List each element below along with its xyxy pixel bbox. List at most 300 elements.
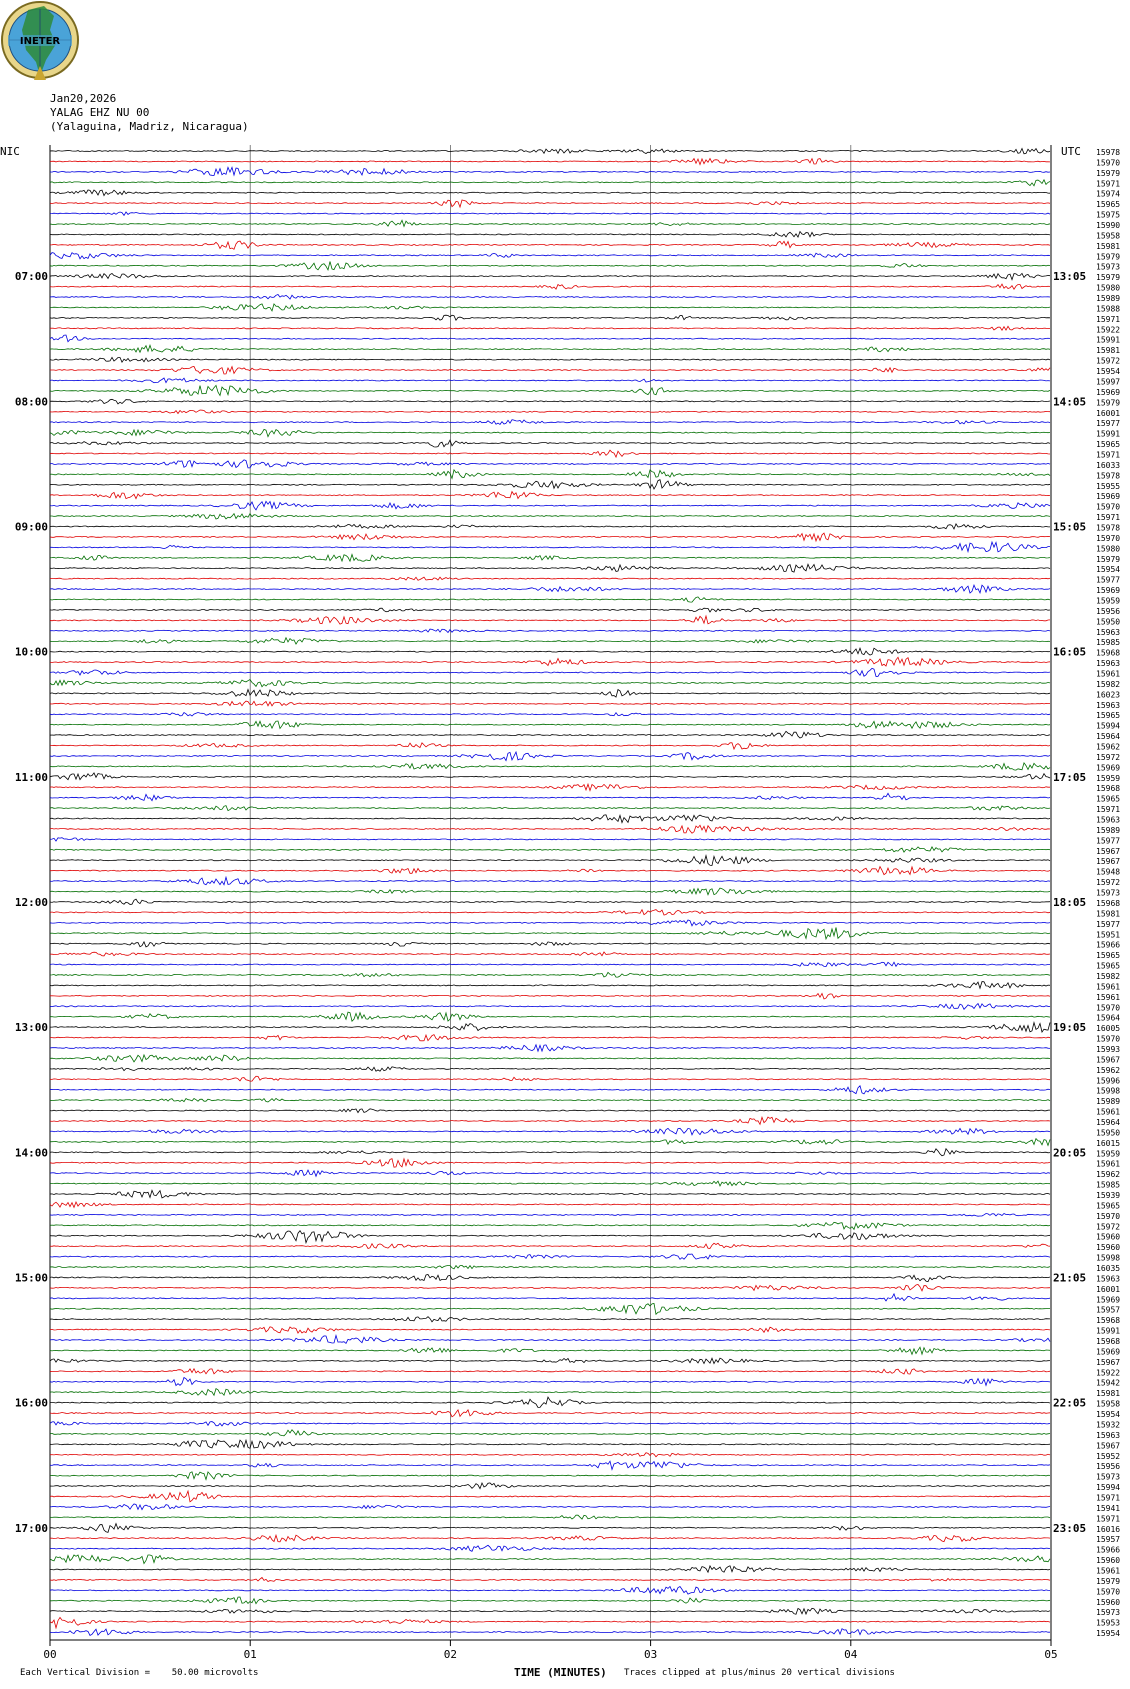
plot-date: Jan20,2026 [50,92,117,105]
row-value-64: 15963 [1096,815,1121,825]
row-value-5: 15965 [1096,200,1121,210]
right-hour-label-1: 14:05 [1053,395,1087,409]
row-value-50: 15961 [1096,669,1121,679]
row-value-109: 16001 [1096,1284,1121,1294]
trace-row-78 [50,962,1050,966]
row-value-114: 15968 [1096,1337,1121,1347]
trace-row-118 [50,1378,1050,1386]
trace-row-136 [50,1566,1050,1572]
trace-row-109 [50,1285,1050,1291]
trace-row-74 [50,920,1050,926]
row-value-123: 15963 [1096,1430,1121,1440]
trace-row-91 [50,1098,1050,1102]
trace-row-9 [50,241,1050,249]
row-value-132: 16016 [1096,1524,1121,1534]
left-hour-label-5: 12:00 [14,895,48,909]
right-hour-label-9: 22:05 [1053,1396,1087,1410]
row-value-88: 15962 [1096,1065,1121,1075]
trace-row-94 [50,1128,1050,1135]
row-value-83: 15964 [1096,1013,1121,1023]
trace-row-141 [50,1617,1050,1628]
trace-row-61 [50,784,1050,790]
row-value-32: 15955 [1096,481,1121,491]
row-value-58: 15972 [1096,752,1121,762]
row-value-28: 15965 [1096,440,1121,450]
row-value-81: 15961 [1096,992,1121,1002]
trace-row-130 [50,1504,1050,1510]
row-value-6: 15975 [1096,210,1121,220]
row-value-118: 15942 [1096,1378,1121,1388]
row-value-47: 15985 [1096,638,1121,648]
trace-row-105 [50,1243,1050,1248]
row-value-138: 15970 [1096,1587,1121,1597]
trace-row-139 [50,1597,1050,1604]
x-tick-label-01: 01 [243,1648,257,1662]
trace-row-131 [50,1515,1050,1519]
trace-row-32 [50,480,1050,489]
row-value-4: 15974 [1096,189,1121,199]
trace-row-115 [50,1347,1050,1354]
trace-row-19 [50,345,1050,352]
row-value-38: 15980 [1096,544,1121,554]
trace-row-124 [50,1440,1050,1448]
trace-row-54 [50,713,1050,717]
row-value-40: 15954 [1096,565,1121,575]
row-value-86: 15993 [1096,1044,1121,1054]
row-value-98: 15962 [1096,1170,1121,1180]
row-value-11: 15973 [1096,262,1121,272]
row-value-131: 15971 [1096,1514,1121,1524]
trace-row-108 [50,1275,1050,1282]
row-value-96: 15959 [1096,1149,1121,1159]
trace-row-127 [50,1472,1050,1480]
trace-row-101 [50,1202,1050,1207]
trace-row-114 [50,1336,1050,1344]
trace-row-106 [50,1254,1050,1259]
row-value-69: 15948 [1096,867,1121,877]
row-value-10: 15979 [1096,252,1121,262]
row-value-130: 15941 [1096,1503,1121,1513]
row-value-33: 15969 [1096,492,1121,502]
row-value-122: 15932 [1096,1420,1121,1430]
x-tick-label-03: 03 [643,1648,658,1662]
trace-row-84 [50,1023,1050,1033]
row-value-97: 15961 [1096,1159,1121,1169]
trace-row-132 [50,1524,1050,1533]
row-value-107: 16035 [1096,1264,1121,1274]
row-value-125: 15952 [1096,1451,1121,1461]
row-value-91: 15989 [1096,1097,1121,1107]
trace-row-129 [50,1491,1050,1502]
trace-row-33 [50,492,1050,499]
row-value-8: 15958 [1096,231,1121,241]
trace-row-48 [50,648,1050,655]
trace-row-60 [50,773,1050,780]
trace-row-38 [50,542,1050,552]
row-value-49: 15963 [1096,659,1121,669]
row-value-90: 15998 [1096,1086,1121,1096]
trace-row-112 [50,1317,1050,1322]
row-value-117: 15922 [1096,1368,1121,1378]
trace-row-107 [50,1265,1050,1268]
row-value-13: 15980 [1096,283,1121,293]
trace-row-116 [50,1358,1050,1363]
row-value-92: 15961 [1096,1107,1121,1117]
trace-row-62 [50,793,1050,800]
station-code: YALAG EHZ NU 00 [50,106,150,119]
trace-row-4 [50,190,1050,196]
row-value-57: 15962 [1096,742,1121,752]
trace-row-128 [50,1483,1050,1489]
trace-row-87 [50,1055,1050,1062]
row-value-85: 15970 [1096,1034,1121,1044]
row-value-100: 15939 [1096,1191,1121,1200]
row-value-71: 15973 [1096,888,1121,898]
trace-row-79 [50,972,1050,977]
trace-row-14 [50,295,1050,300]
row-value-135: 15960 [1096,1556,1121,1566]
trace-row-22 [50,378,1050,383]
trace-row-57 [50,743,1050,749]
x-tick-label-04: 04 [844,1648,858,1662]
trace-row-55 [50,721,1050,729]
trace-row-137 [50,1578,1050,1582]
trace-row-30 [50,460,1050,468]
left-hour-label-0: 07:00 [14,270,48,284]
row-value-24: 15979 [1096,398,1121,408]
row-value-19: 15981 [1096,346,1121,356]
row-value-16: 15971 [1096,314,1121,324]
x-tick-label-00: 00 [43,1648,57,1662]
row-value-21: 15954 [1096,367,1121,377]
row-value-51: 15982 [1096,679,1121,689]
trace-row-21 [50,367,1050,375]
row-value-1: 15970 [1096,158,1121,168]
row-value-116: 15967 [1096,1357,1121,1367]
trace-row-15 [50,304,1050,311]
row-value-75: 15951 [1096,930,1121,940]
trace-row-59 [50,763,1050,770]
row-value-93: 15964 [1096,1117,1121,1127]
row-value-87: 15967 [1096,1055,1121,1065]
trace-row-11 [50,262,1050,270]
row-value-52: 16023 [1096,690,1121,700]
row-value-82: 15970 [1096,1003,1121,1013]
trace-row-86 [50,1045,1050,1051]
trace-row-142 [50,1629,1050,1636]
trace-row-96 [50,1149,1050,1156]
row-value-121: 15954 [1096,1410,1121,1420]
row-value-30: 16033 [1096,460,1121,470]
trace-row-90 [50,1086,1050,1094]
row-value-140: 15973 [1096,1608,1121,1618]
trace-row-56 [50,731,1050,738]
logo-text: INETER [19,36,61,47]
trace-row-81 [50,994,1050,1000]
trace-row-95 [50,1139,1050,1146]
trace-row-67 [50,847,1050,852]
trace-row-72 [50,899,1050,904]
right-hour-label-4: 17:05 [1053,770,1087,784]
row-value-59: 15969 [1096,763,1121,773]
row-value-66: 15977 [1096,836,1121,846]
row-value-103: 15972 [1096,1222,1121,1232]
row-value-2: 15979 [1096,168,1121,178]
row-value-12: 15979 [1096,273,1121,283]
trace-row-140 [50,1608,1050,1614]
trace-row-51 [50,680,1050,687]
trace-row-70 [50,877,1050,884]
trace-row-23 [50,385,1050,395]
row-value-77: 15965 [1096,951,1121,961]
trace-row-42 [50,585,1050,593]
row-value-136: 15961 [1096,1566,1121,1576]
row-value-126: 15956 [1096,1462,1121,1472]
trace-row-125 [50,1453,1050,1457]
trace-row-41 [50,577,1050,580]
row-value-18: 15991 [1096,335,1121,345]
trace-row-1 [50,159,1050,165]
trace-row-45 [50,616,1050,624]
row-value-80: 15961 [1096,982,1121,992]
trace-row-50 [50,668,1050,676]
trace-row-102 [50,1214,1050,1217]
row-value-29: 15971 [1096,450,1121,460]
row-value-61: 15968 [1096,784,1121,794]
left-hour-label-10: 17:00 [14,1521,48,1535]
trace-row-2 [50,167,1050,175]
trace-row-82 [50,1004,1050,1010]
trace-row-104 [50,1231,1050,1243]
row-value-110: 15969 [1096,1295,1121,1305]
trace-row-58 [50,752,1050,761]
row-value-41: 15977 [1096,575,1121,585]
row-value-60: 15959 [1096,773,1121,783]
trace-row-10 [50,253,1050,259]
trace-row-26 [50,420,1050,425]
row-value-141: 15953 [1096,1618,1121,1628]
row-value-43: 15959 [1096,596,1121,606]
trace-row-133 [50,1535,1050,1542]
vertical-division-note: Each Vertical Division = 50.00 microvolts [20,1668,259,1678]
row-value-120: 15958 [1096,1399,1121,1409]
row-value-46: 15963 [1096,627,1121,637]
trace-row-66 [50,838,1050,841]
trace-row-25 [50,410,1050,414]
left-hour-label-3: 10:00 [14,645,48,659]
row-value-53: 15963 [1096,700,1121,710]
row-value-54: 15965 [1096,711,1121,721]
trace-row-52 [50,690,1050,698]
row-value-37: 15970 [1096,533,1121,543]
trace-row-47 [50,638,1050,644]
trace-row-113 [50,1327,1050,1333]
trace-row-39 [50,555,1050,562]
row-value-142: 15954 [1096,1629,1121,1639]
x-tick-label-05: 05 [1044,1648,1058,1662]
trace-row-100 [50,1190,1050,1198]
trace-row-63 [50,806,1050,811]
row-value-7: 15990 [1096,221,1121,231]
x-axis-title: TIME (MINUTES) [514,1666,607,1679]
row-value-35: 15971 [1096,513,1121,523]
left-axis-label: NIC [0,145,20,158]
row-value-94: 15950 [1096,1128,1121,1138]
row-value-102: 15970 [1096,1211,1121,1221]
row-value-78: 15965 [1096,961,1121,971]
row-value-68: 15967 [1096,857,1121,867]
trace-row-120 [50,1397,1050,1407]
trace-row-27 [50,429,1050,436]
row-value-129: 15971 [1096,1493,1121,1503]
row-value-25: 16001 [1096,408,1121,418]
trace-row-31 [50,470,1050,479]
row-value-101: 15965 [1096,1201,1121,1211]
trace-row-40 [50,564,1050,572]
row-value-105: 15960 [1096,1243,1121,1253]
row-value-108: 15963 [1096,1274,1121,1284]
right-hour-label-0: 13:05 [1053,270,1087,284]
row-value-23: 15969 [1096,387,1121,397]
row-value-55: 15994 [1096,721,1121,731]
row-value-139: 15960 [1096,1597,1121,1607]
row-value-115: 15969 [1096,1347,1121,1357]
row-value-34: 15970 [1096,502,1121,512]
trace-row-43 [50,597,1050,602]
row-value-137: 15979 [1096,1576,1121,1586]
row-value-9: 15981 [1096,241,1121,251]
trace-row-5 [50,200,1050,207]
trace-row-135 [50,1555,1050,1564]
trace-row-92 [50,1109,1050,1113]
row-value-39: 15979 [1096,554,1121,564]
left-hour-label-6: 13:00 [14,1021,48,1035]
row-value-112: 15968 [1096,1316,1121,1326]
row-value-26: 15977 [1096,419,1121,429]
right-hour-label-2: 15:05 [1053,520,1087,534]
right-hour-label-8: 21:05 [1053,1271,1087,1285]
row-value-106: 15998 [1096,1253,1121,1263]
row-value-127: 15973 [1096,1472,1121,1482]
left-hour-label-8: 15:00 [14,1271,48,1285]
trace-row-3 [50,180,1050,186]
row-value-99: 15985 [1096,1180,1121,1190]
right-hour-label-7: 20:05 [1053,1146,1087,1160]
left-hour-label-7: 14:00 [14,1146,48,1160]
row-value-113: 15991 [1096,1326,1121,1336]
trace-row-35 [50,514,1050,519]
row-value-67: 15967 [1096,846,1121,856]
trace-row-37 [50,533,1050,541]
row-value-27: 15991 [1096,429,1121,439]
left-hour-label-2: 09:00 [14,520,48,534]
trace-row-103 [50,1222,1050,1229]
trace-row-134 [50,1545,1050,1551]
right-axis-label: UTC [1061,145,1081,158]
trace-row-80 [50,982,1050,989]
row-value-134: 15966 [1096,1545,1121,1555]
trace-row-65 [50,825,1050,833]
row-value-128: 15994 [1096,1483,1121,1493]
trace-row-122 [50,1422,1050,1426]
trace-row-117 [50,1369,1050,1374]
row-value-62: 15965 [1096,794,1121,804]
row-value-45: 15950 [1096,617,1121,627]
trace-row-138 [50,1587,1050,1595]
trace-row-34 [50,501,1050,510]
left-hour-label-1: 08:00 [14,395,48,409]
trace-row-75 [50,928,1050,939]
row-value-15: 15988 [1096,304,1121,314]
trace-row-49 [50,657,1050,666]
trace-row-13 [50,284,1050,289]
trace-row-8 [50,232,1050,238]
trace-row-53 [50,701,1050,706]
row-value-22: 15997 [1096,377,1121,387]
row-value-76: 15966 [1096,940,1121,950]
row-value-31: 15978 [1096,471,1121,481]
trace-row-16 [50,315,1050,320]
row-value-72: 15968 [1096,898,1121,908]
trace-row-24 [50,399,1050,404]
row-value-20: 15972 [1096,356,1121,366]
row-value-63: 15971 [1096,805,1121,815]
trace-row-44 [50,608,1050,612]
row-value-79: 15982 [1096,971,1121,981]
row-value-17: 15922 [1096,325,1121,335]
trace-row-0 [50,149,1050,154]
trace-row-85 [50,1035,1050,1041]
trace-row-68 [50,856,1050,866]
trace-row-64 [50,815,1050,823]
row-value-0: 15978 [1096,148,1121,157]
row-value-65: 15989 [1096,825,1121,835]
trace-row-46 [50,629,1050,632]
row-value-95: 16015 [1096,1138,1121,1148]
row-value-84: 16005 [1096,1024,1121,1034]
trace-row-73 [50,910,1050,915]
trace-row-98 [50,1170,1050,1176]
row-value-44: 15956 [1096,606,1121,616]
trace-row-126 [50,1461,1050,1469]
row-value-14: 15989 [1096,294,1121,304]
row-value-70: 15972 [1096,878,1121,888]
trace-row-29 [50,450,1050,457]
trace-row-121 [50,1410,1050,1417]
trace-row-18 [50,335,1050,342]
trace-row-97 [50,1159,1050,1168]
row-value-42: 15969 [1096,586,1121,596]
row-value-73: 15981 [1096,909,1121,919]
trace-row-6 [50,212,1050,215]
row-value-89: 15996 [1096,1076,1121,1086]
trace-row-71 [50,888,1050,895]
left-hour-label-4: 11:00 [14,770,48,784]
clip-note: Traces clipped at plus/minus 20 vertical divisions [624,1668,895,1678]
trace-row-12 [50,273,1050,279]
right-hour-label-3: 16:05 [1053,645,1087,659]
trace-row-93 [50,1117,1050,1124]
row-value-119: 15981 [1096,1389,1121,1399]
row-value-133: 15957 [1096,1535,1121,1545]
trace-row-88 [50,1067,1050,1071]
right-hour-label-5: 18:05 [1053,895,1087,909]
right-hour-label-10: 23:05 [1053,1521,1087,1535]
right-hour-label-6: 19:05 [1053,1021,1087,1035]
trace-row-119 [50,1389,1050,1396]
row-value-36: 15978 [1096,523,1121,533]
row-value-74: 15977 [1096,919,1121,929]
